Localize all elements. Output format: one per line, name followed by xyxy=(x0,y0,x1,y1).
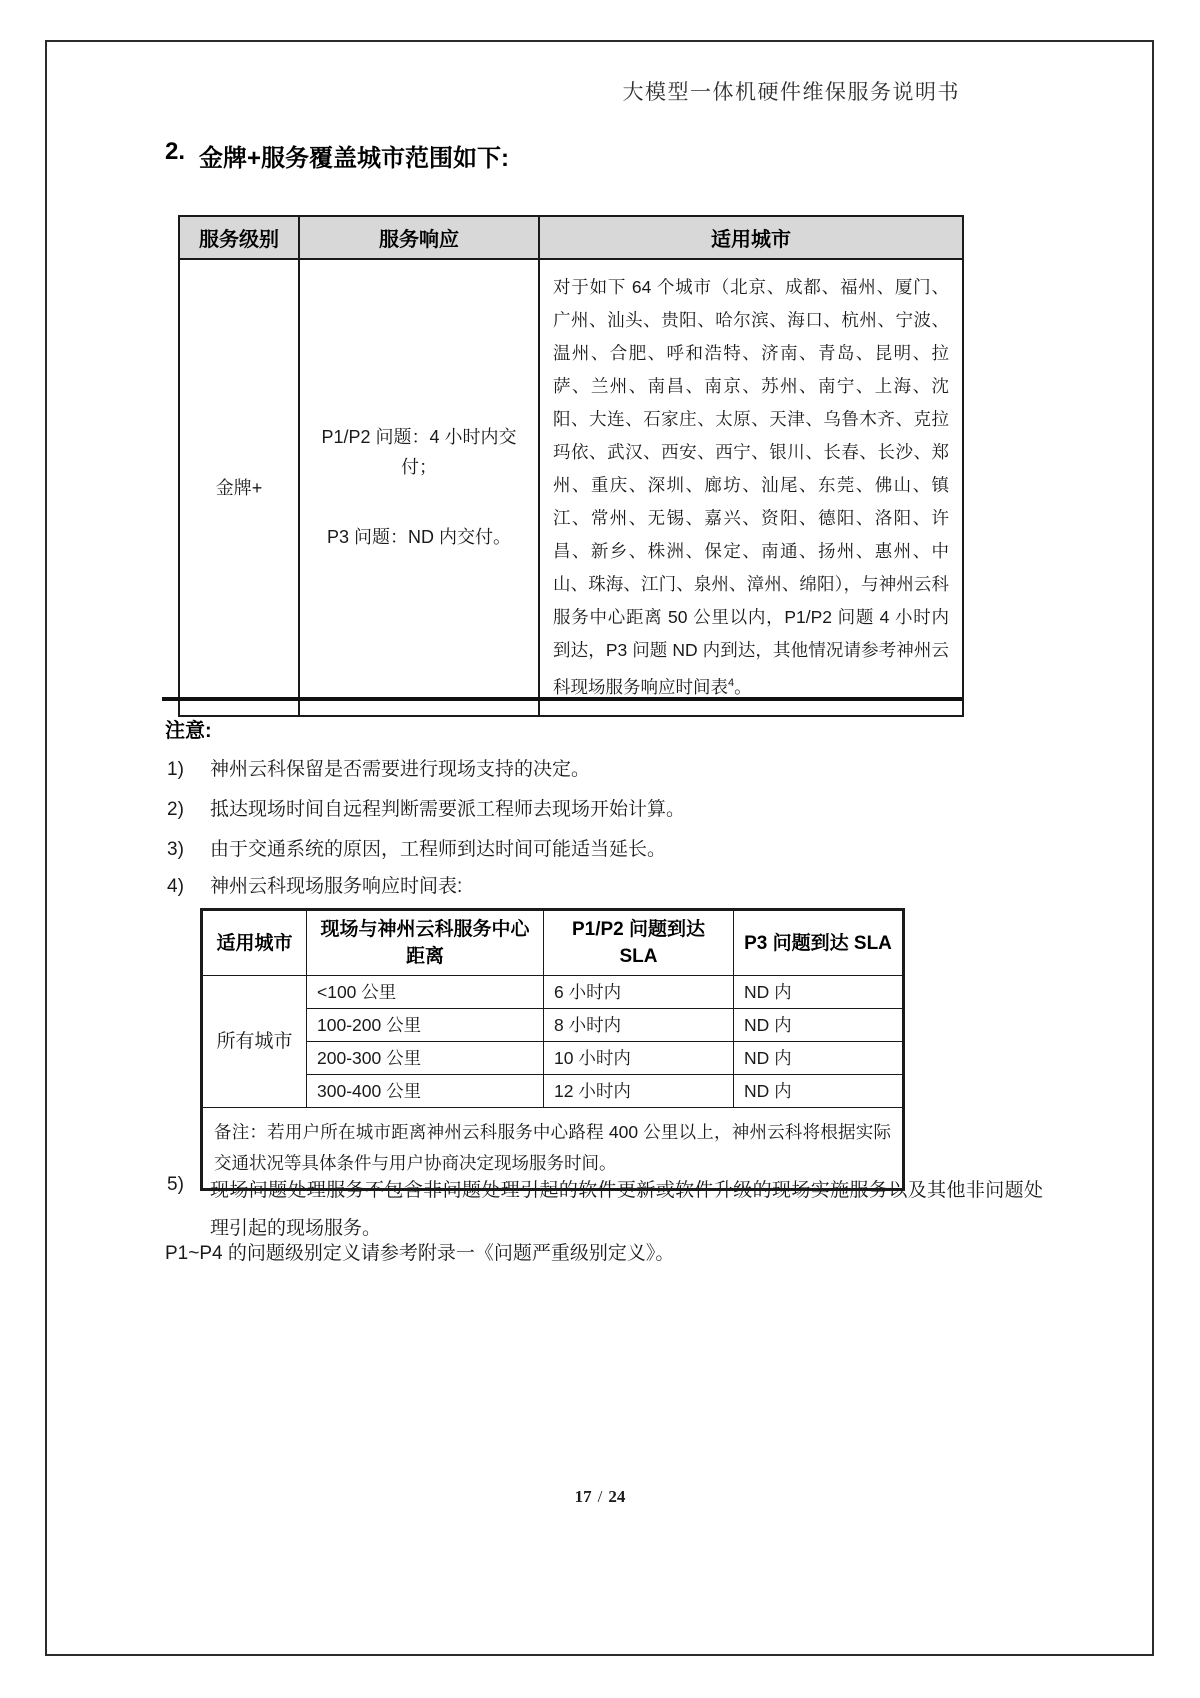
note-text: 现场问题处理服务不包含非问题处理引起的软件更新或软件升级的现场实施服务以及其他非问题处理引起的现场服务。 xyxy=(210,1180,1043,1239)
col-header-p1p2-sla: P1/P2 问题到达 SLA xyxy=(544,910,734,976)
note-number: 2) xyxy=(167,799,184,820)
cities-paragraph-end: 。 xyxy=(734,676,752,697)
p3-sla-cell: ND 内 xyxy=(734,1042,904,1075)
col-header-service-response: 服务响应 xyxy=(299,216,539,259)
note-item-3 xyxy=(167,837,666,863)
note-number: 5) xyxy=(167,1174,184,1195)
table-row xyxy=(179,259,963,716)
col-header-applicable-cities: 适用城市 xyxy=(539,216,963,259)
table-row xyxy=(202,976,904,1009)
note-number: 1) xyxy=(167,759,184,780)
note-text: 神州云科保留是否需要进行现场支持的决定。 xyxy=(210,759,591,780)
notes-label: 注意: xyxy=(165,720,212,742)
page-content xyxy=(165,0,1045,1698)
applicable-cities-cell xyxy=(539,259,963,716)
distance-cell: 300-400 公里 xyxy=(307,1075,544,1108)
service-level-cell: 金牌+ xyxy=(179,259,299,716)
city-scope-cell: 所有城市 xyxy=(202,976,307,1108)
note-text: 抵达现场时间自远程判断需要派工程师去现场开始计算。 xyxy=(210,799,686,820)
col-header-distance: 现场与神州云科服务中心距离 xyxy=(307,910,544,976)
col-header-service-level: 服务级别 xyxy=(179,216,299,259)
table-row xyxy=(202,1009,904,1042)
table-header-row xyxy=(202,910,904,976)
table-row xyxy=(202,1042,904,1075)
service-response-cell xyxy=(299,259,539,716)
note-text: 神州云科现场服务响应时间表: xyxy=(210,876,463,897)
p1p2-sla-cell: 12 小时内 xyxy=(544,1075,734,1108)
note-number: 4) xyxy=(167,876,184,897)
note-item-1 xyxy=(167,757,590,783)
p3-sla-cell: ND 内 xyxy=(734,976,904,1009)
col-header-applicable-cities: 适用城市 xyxy=(202,910,307,976)
note-item-4 xyxy=(167,874,462,900)
distance-cell: 100-200 公里 xyxy=(307,1009,544,1042)
p1p2-sla-cell: 8 小时内 xyxy=(544,1009,734,1042)
table-header-row xyxy=(179,216,963,259)
page-number-current: 17 xyxy=(574,1487,592,1506)
note-item-5 xyxy=(167,1172,1043,1248)
gold-plus-service-table xyxy=(178,215,964,717)
page-number-total: 24 xyxy=(608,1487,626,1506)
response-p3-text: P3 问题：ND 内交付。 xyxy=(326,527,512,548)
section-heading-text: 金牌+服务覆盖城市范围如下: xyxy=(199,145,510,172)
distance-cell: 200-300 公里 xyxy=(307,1042,544,1075)
section-heading xyxy=(165,138,509,173)
note-number: 3) xyxy=(167,839,184,860)
cities-paragraph: 对于如下 64 个城市（北京、成都、福州、厦门、广州、汕头、贵阳、哈尔滨、海口、杭州、宁波、温州、合肥、呼和浩特、济南、青岛、昆明、拉萨、兰州、南昌、南京、苏州、南宁、上海、沈阳、大连、石家庄、太原、天津、乌鲁木齐、克拉玛依、武汉、西安、西宁、银川、长春、长沙、郑州、重庆、深圳、廊坊、汕尾、东莞、佛山、镇江、常州、无锡、嘉兴、资阳、德阳、洛阳、许昌、新乡、株洲、保定、南通、扬州、惠州、中山、珠海、江门、泉州、漳州、绵阳），与神州云科服务中心距离 50 公里以内，P1/P2 问题 4 小时内到达，P3 问题 ND 内到达，其他情况请参考神州云科现场服务响应时间表 xyxy=(553,277,949,697)
section-heading-number: 2. xyxy=(165,138,186,165)
closing-paragraph: P1~P4 的问题级别定义请参考附录一《问题严重级别定义》。 xyxy=(165,1243,675,1264)
col-header-p3-sla: P3 问题到达 SLA xyxy=(734,910,904,976)
p3-sla-cell: ND 内 xyxy=(734,1009,904,1042)
document-header-title: 大模型一体机硬件维保服务说明书 xyxy=(622,80,960,104)
page-footer xyxy=(0,1487,1200,1507)
p1p2-sla-cell: 6 小时内 xyxy=(544,976,734,1009)
note-item-2 xyxy=(167,797,685,823)
remark-cell: 备注：若用户所在城市距离神州云科服务中心路程 400 公里以上，神州云科将根据实际交通状况等具体条件与用户协商决定现场服务时间。 xyxy=(202,1108,904,1190)
note-text: 由于交通系统的原因，工程师到达时间可能适当延长。 xyxy=(210,839,667,860)
footnote-reference: 4 xyxy=(728,677,735,689)
page-number-separator: / xyxy=(597,1487,603,1506)
p1p2-sla-cell: 10 小时内 xyxy=(544,1042,734,1075)
response-p1p2-text: P1/P2 问题：4 小时内交付； xyxy=(321,427,517,478)
onsite-response-time-table xyxy=(200,908,905,1191)
table-row xyxy=(202,1075,904,1108)
distance-cell: <100 公里 xyxy=(307,976,544,1009)
p3-sla-cell: ND 内 xyxy=(734,1075,904,1108)
section-divider-rule xyxy=(162,697,962,701)
